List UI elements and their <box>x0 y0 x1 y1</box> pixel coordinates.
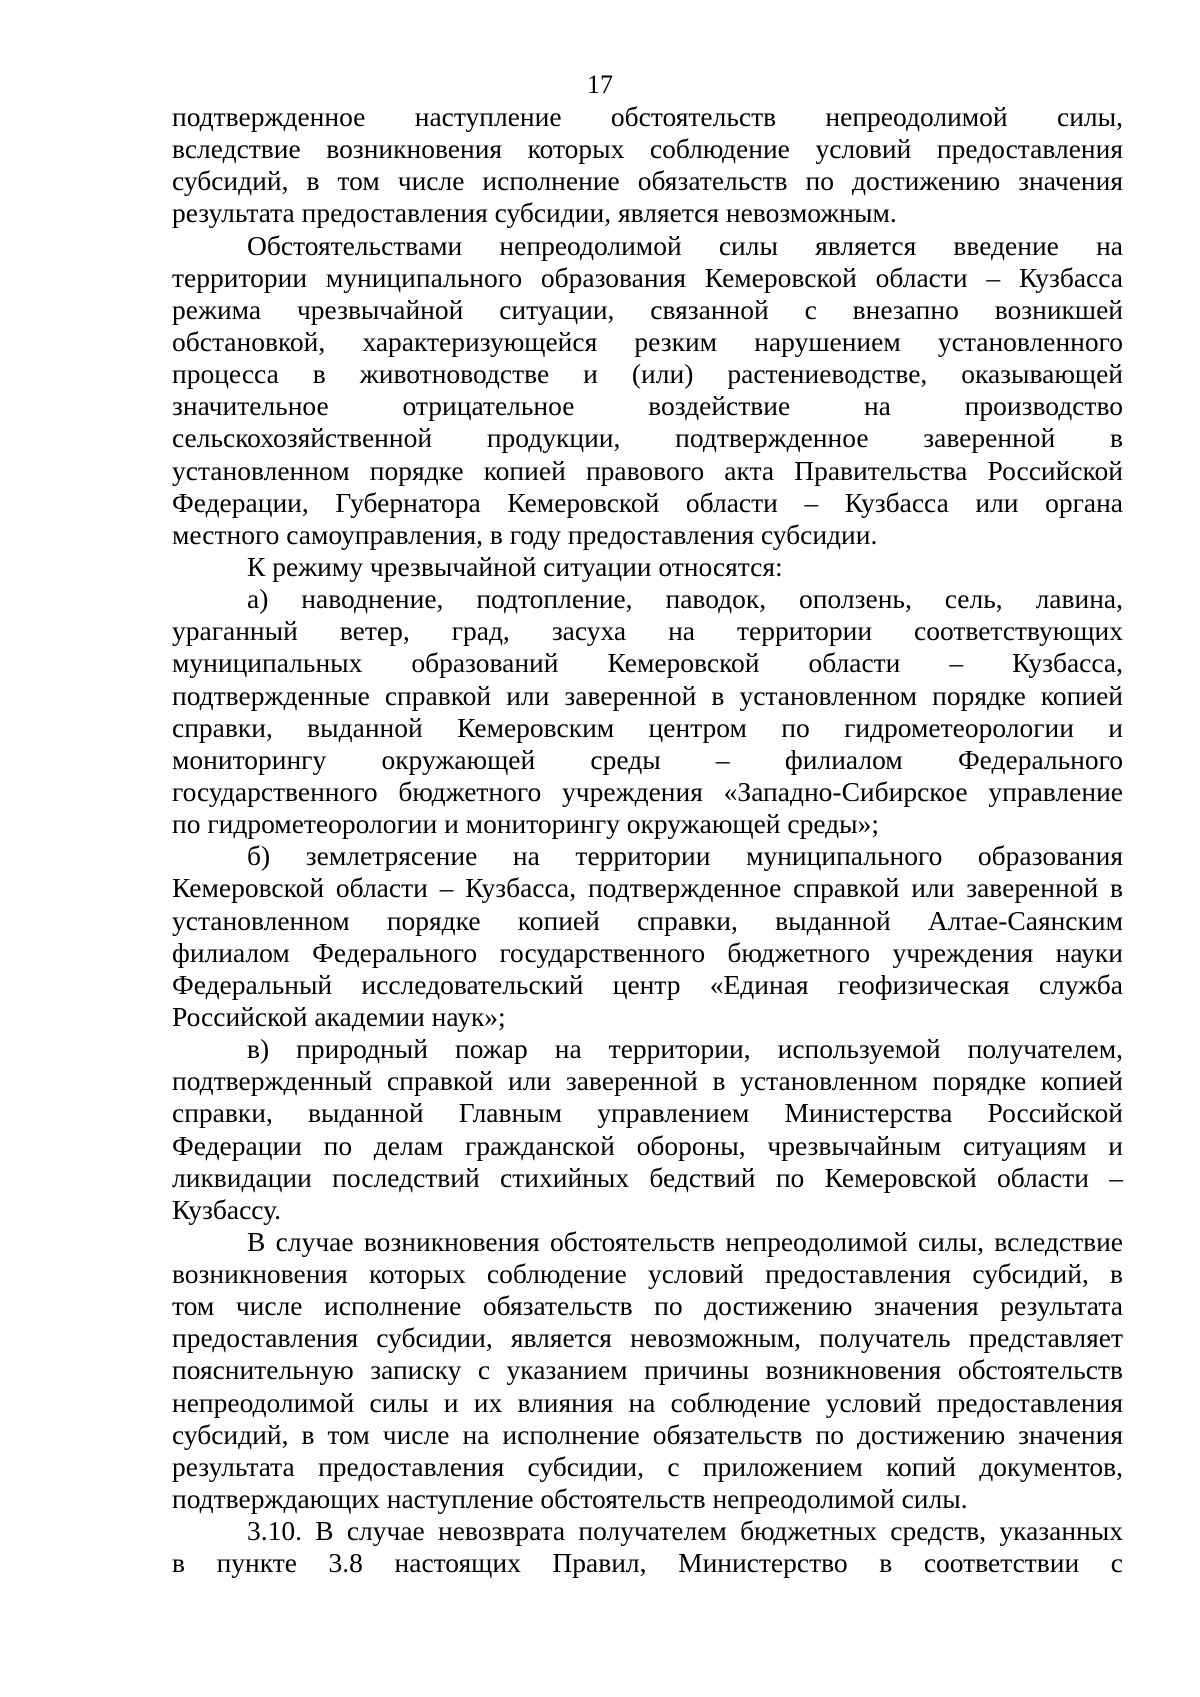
text-line: том числе исполнение обязательств по достижению значения результата <box>172 1290 1123 1322</box>
text-line: субсидий, в том числе исполнение обязательств по достижению значения <box>172 165 1123 197</box>
text-line: результата предоставления субсидии, с приложением копий документов, <box>172 1450 1123 1482</box>
text-line: обстановкой, характеризующейся резким нарушением установленного <box>172 325 1123 357</box>
text-line: местного самоуправления, в году предоставления субсидии. <box>172 518 878 550</box>
text-line: Кузбассу. <box>172 1193 282 1225</box>
text-line: установленном порядке копией правового акта Правительства Российской <box>172 454 1123 486</box>
text-line: сельскохозяйственной продукции, подтвержденное заверенной в <box>172 422 1123 454</box>
text-line: филиалом Федерального государственного бюджетного учреждения науки <box>172 936 1123 968</box>
text-line: 3.10. В случае невозврата получателем бюджетных средств, указанных <box>247 1515 1123 1547</box>
document-body <box>172 101 1123 1579</box>
text-line: подтверждающих наступление обстоятельств непреодолимой силы. <box>172 1483 968 1515</box>
text-line: мониторингу окружающей среды – филиалом Федерального <box>172 743 1123 775</box>
text-line: б) землетрясение на территории муниципального образования <box>247 840 1123 872</box>
text-line: режима чрезвычайной ситуации, связанной с внезапно возникшей <box>172 293 1123 325</box>
text-line: возникновения которых соблюдение условий предоставления субсидий, в <box>172 1258 1123 1290</box>
text-line: подтвержденный справкой или заверенной в установленном порядке копией <box>172 1065 1123 1097</box>
text-line: по гидрометеорологии и мониторингу окружающей среды»; <box>172 808 880 840</box>
text-line: Федеральный исследовательский центр «Единая геофизическая служба <box>172 968 1123 1000</box>
text-line: Федерации по делам гражданской обороны, чрезвычайным ситуациям и <box>172 1129 1123 1161</box>
text-line: в пункте 3.8 настоящих Правил, Министерство в соответствии с <box>172 1547 1123 1579</box>
text-line: предоставления субсидии, является невозможным, получатель представляет <box>172 1322 1123 1354</box>
text-line: Федерации, Губернатора Кемеровской области – Кузбасса или органа <box>172 486 1123 518</box>
text-line: подтвержденные справкой или заверенной в установленном порядке копией <box>172 679 1123 711</box>
text-line: в) природный пожар на территории, используемой получателем, <box>247 1033 1123 1065</box>
text-line: муниципальных образований Кемеровской области – Кузбасса, <box>172 647 1123 679</box>
text-line: справки, выданной Кемеровским центром по гидрометеорологии и <box>172 711 1123 743</box>
text-line: установленном порядке копией справки, выданной Алтае-Саянским <box>172 904 1123 936</box>
text-line: К режиму чрезвычайной ситуации относятся: <box>247 550 783 582</box>
text-line: Российской академии наук»; <box>172 1000 506 1032</box>
text-line: а) наводнение, подтопление, паводок, оползень, сель, лавина, <box>247 583 1123 615</box>
text-line: справки, выданной Главным управлением Министерства Российской <box>172 1097 1123 1129</box>
text-line: Обстоятельствами непреодолимой силы является введение на <box>247 229 1123 261</box>
text-line: результата предоставления субсидии, является невозможным. <box>172 197 897 229</box>
text-line: государственного бюджетного учреждения «Западно-Сибирское управление <box>172 775 1123 807</box>
text-line: процесса в животноводстве и (или) растениеводстве, оказывающей <box>172 358 1123 390</box>
text-line: ликвидации последствий стихийных бедствий по Кемеровской области – <box>172 1161 1123 1193</box>
text-line: субсидий, в том числе на исполнение обязательств по достижению значения <box>172 1418 1123 1450</box>
text-line: Кемеровской области – Кузбасса, подтвержденное справкой или заверенной в <box>172 872 1123 904</box>
text-line: ураганный ветер, град, засуха на территории соответствующих <box>172 615 1123 647</box>
page-number: 17 <box>587 70 613 99</box>
text-line: вследствие возникновения которых соблюдение условий предоставления <box>172 133 1123 165</box>
text-line: значительное отрицательное воздействие на производство <box>172 390 1123 422</box>
text-line: непреодолимой силы и их влияния на соблюдение условий предоставления <box>172 1386 1123 1418</box>
text-line: В случае возникновения обстоятельств непреодолимой силы, вследствие <box>247 1225 1123 1257</box>
text-line: подтвержденное наступление обстоятельств непреодолимой силы, <box>172 101 1123 132</box>
text-line: пояснительную записку с указанием причины возникновения обстоятельств <box>172 1354 1123 1386</box>
text-line: территории муниципального образования Кемеровской области – Кузбасса <box>172 261 1123 293</box>
